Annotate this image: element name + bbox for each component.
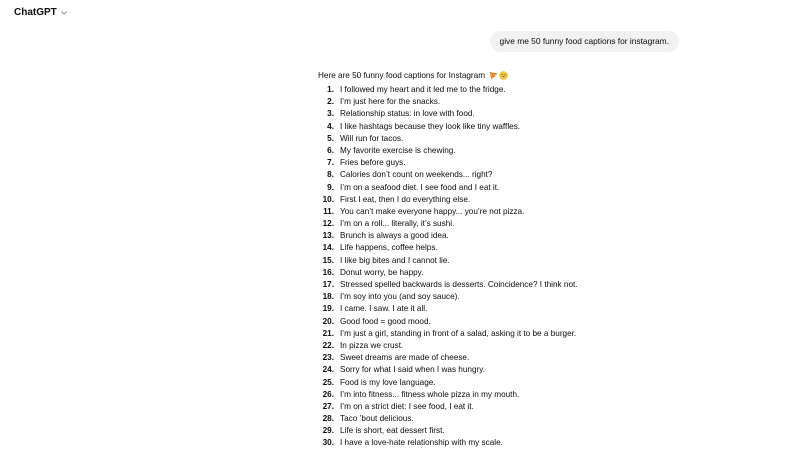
list-item-number: 20. — [322, 316, 334, 326]
list-item-text: I’m just here for the snacks. — [340, 97, 441, 107]
list-item — [318, 169, 678, 181]
list-item-number: 22. — [322, 340, 334, 350]
list-item-number: 24. — [322, 365, 334, 375]
list-item — [318, 364, 678, 376]
list-item-text: Food is my love language. — [340, 377, 436, 387]
list-item-number: 11. — [323, 206, 334, 216]
list-item — [318, 389, 678, 401]
pizza-emoji-icon — [489, 71, 498, 80]
list-item — [318, 291, 678, 303]
list-item-text: Good food = good mood. — [340, 316, 431, 326]
list-item-text: I followed my heart and it led me to the fridge. — [340, 85, 506, 94]
list-item-text: Calories don’t count on weekends... right? — [340, 170, 493, 180]
list-item-number: 27. — [322, 401, 334, 411]
list-item-number: 18. — [322, 292, 334, 302]
list-item-text: I’m just a girl, standing in front of a salad, asking it to be a burger. — [340, 328, 577, 338]
list-item — [318, 84, 678, 96]
list-item — [318, 96, 678, 108]
list-item-text: Donut worry, be happy. — [340, 267, 424, 277]
list-item-text: Relationship status: in love with food. — [340, 109, 475, 119]
chevron-down-icon[interactable] — [60, 9, 68, 17]
list-item — [318, 425, 678, 437]
list-item-text: Stressed spelled backwards is desserts. Coincidence? I think not. — [340, 280, 578, 289]
list-item-text: I’m soy into you (and soy sauce). — [340, 292, 460, 302]
list-item-number: 13. — [322, 231, 334, 241]
list-item-number: 8. — [327, 170, 334, 180]
list-item-number: 23. — [322, 353, 334, 363]
list-item-number: 9. — [327, 182, 334, 192]
list-item-text: Fries before guys. — [340, 158, 406, 168]
list-item-text: Will run for tacos. — [340, 133, 404, 143]
list-item-number: 1. — [327, 85, 334, 94]
list-item-text: First I eat, then I do everything else. — [340, 194, 471, 204]
list-item-number: 7. — [327, 158, 334, 168]
list-item-number: 19. — [322, 304, 334, 314]
list-item-text: I like big bites and I cannot lie. — [340, 255, 450, 265]
grinning-face-emoji-icon — [499, 71, 508, 80]
list-item-number: 21. — [322, 328, 334, 338]
list-item-text: My favorite exercise is chewing. — [340, 145, 456, 155]
list-item — [318, 279, 678, 291]
user-message-text: give me 50 funny food captions for instagram. — [499, 36, 669, 46]
list-item-text: I’m into fitness... fitness whole pizza in my mouth. — [340, 389, 520, 399]
list-item-text: Life is short, eat dessert first. — [340, 426, 445, 436]
list-item — [318, 377, 678, 389]
list-item — [318, 182, 678, 194]
assistant-message — [318, 70, 678, 450]
list-item-text: Sorry for what I said when I was hungry. — [340, 365, 486, 375]
list-item-text: You can’t make everyone happy... you’re not pizza. — [340, 206, 525, 216]
list-item-text: Taco ’bout delicious. — [340, 414, 414, 424]
list-item — [318, 316, 678, 328]
list-item — [318, 328, 678, 340]
list-item-number: 12. — [322, 219, 334, 229]
assistant-intro — [318, 70, 678, 81]
list-item-number: 28. — [322, 414, 334, 424]
list-item-number: 14. — [322, 243, 334, 253]
list-item-text: I have a love-hate relationship with my scale. — [340, 438, 503, 448]
list-item — [318, 413, 678, 425]
list-item — [318, 437, 678, 449]
list-item-number: 10. — [322, 194, 334, 204]
list-item-text: Brunch is always a good idea. — [340, 231, 449, 241]
list-item — [318, 230, 678, 242]
list-item — [318, 194, 678, 206]
assistant-intro-text: Here are 50 funny food captions for Instagram — [318, 71, 486, 80]
list-item-number: 16. — [322, 267, 334, 277]
list-item — [318, 218, 678, 230]
list-item-text: I’m on a roll... literally, it’s sushi. — [340, 219, 455, 229]
list-item — [318, 401, 678, 413]
caption-list — [318, 84, 678, 450]
list-item-text: I like hashtags because they look like tiny waffles. — [340, 121, 521, 131]
list-item — [318, 267, 678, 279]
list-item-number: 26. — [322, 389, 334, 399]
list-item-number: 29. — [322, 426, 334, 436]
list-item-number: 6. — [327, 145, 334, 155]
list-item-number: 5. — [327, 133, 334, 143]
list-item — [318, 157, 678, 169]
list-item — [318, 340, 678, 352]
list-item — [318, 108, 678, 120]
list-item-number: 2. — [327, 97, 334, 107]
user-message-bubble — [490, 31, 679, 52]
list-item-text: Life happens, coffee helps. — [340, 243, 438, 253]
list-item-text: I’m on a strict diet: I see food, I eat it. — [340, 401, 474, 411]
list-item — [318, 255, 678, 267]
list-item — [318, 133, 678, 145]
list-item — [318, 352, 678, 364]
list-item-text: In pizza we crust. — [340, 340, 404, 350]
list-item-number: 4. — [327, 121, 334, 131]
list-item-text: I’m on a seafood diet. I see food and I eat it. — [340, 182, 500, 192]
list-item — [318, 206, 678, 218]
list-item — [318, 303, 678, 315]
list-item-number: 3. — [327, 109, 334, 119]
list-item-text: I came. I saw. I ate it all. — [340, 304, 428, 314]
list-item — [318, 145, 678, 157]
list-item-number: 30. — [322, 438, 334, 448]
model-selector[interactable] — [14, 7, 68, 18]
list-item-number: 15. — [322, 255, 334, 265]
model-label[interactable]: ChatGPT — [14, 7, 57, 18]
list-item-number: 25. — [322, 377, 334, 387]
list-item-number: 17. — [322, 280, 334, 289]
list-item — [318, 121, 678, 133]
list-item-text: Sweet dreams are made of cheese. — [340, 353, 470, 363]
list-item — [318, 242, 678, 254]
